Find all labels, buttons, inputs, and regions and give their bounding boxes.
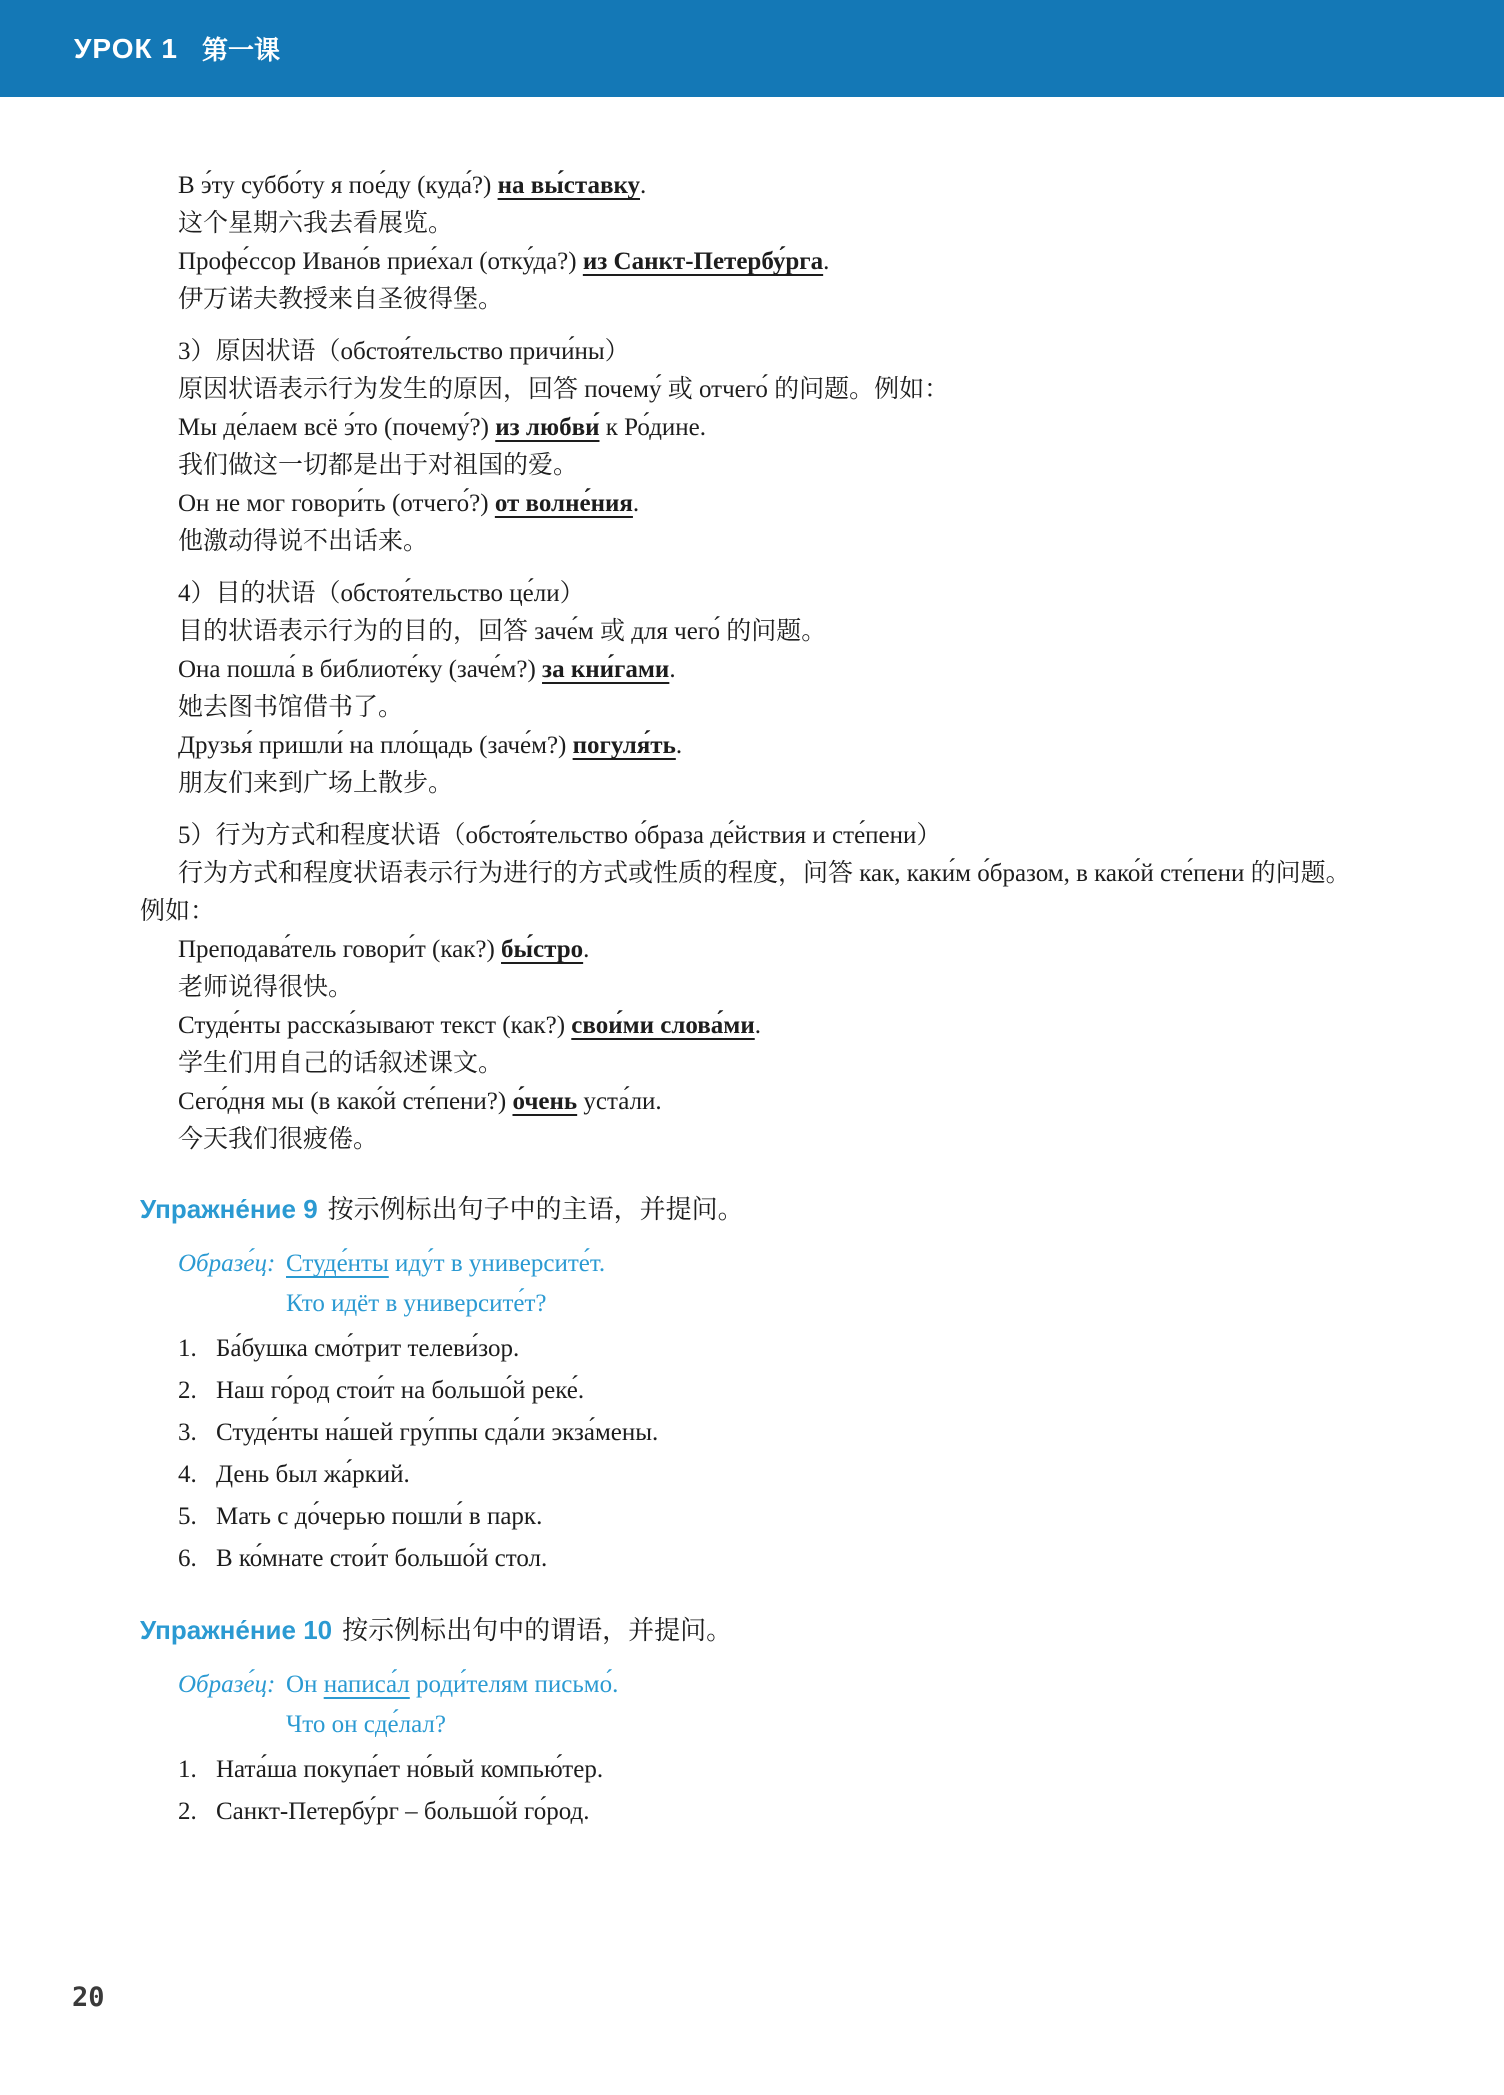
russian-sentence — [140, 1007, 1364, 1045]
sentence-text: Она пошла́ в библиоте́ку (заче́м?) — [178, 656, 543, 683]
sentence-text: Преподава́тель говори́т (как?) — [178, 936, 502, 963]
exercise-heading — [140, 1610, 1364, 1651]
model-example-row — [140, 1665, 1364, 1705]
sentence-text: В э́ту суббо́ту я пое́ду (куда́?) — [178, 172, 498, 199]
section-description: 目的状语表示行为的目的，回答 заче́м 或 для чего́ 的问题。 — [178, 618, 827, 645]
chinese-translation: 她去图书馆借书了。 — [178, 694, 404, 721]
exercise-10 — [140, 1610, 1364, 1833]
russian-sentence — [140, 409, 1364, 447]
item-text: Санкт-Петербу́рг – большо́й го́род. — [216, 1798, 590, 1825]
list-item — [178, 1749, 1364, 1791]
exercise-number: Упражне́ние 9 — [140, 1194, 318, 1224]
lesson-title: УРОК 1 — [74, 32, 178, 64]
item-number: 2. — [178, 1377, 197, 1404]
sentence-text: . — [632, 490, 640, 517]
item-number: 2. — [178, 1798, 197, 1825]
section-description: 行为方式和程度状语表示行为进行的方式或性质的程度，问答 как, каки́м о́бразом, в како́й сте́пени 的问题。例如： — [140, 860, 1351, 925]
exercise-heading — [140, 1189, 1364, 1230]
emphasized-phrase: из любви́ — [495, 414, 600, 441]
exercise-instruction: 按示例标出句子中的主语，并提问。 — [327, 1195, 744, 1224]
emphasized-phrase: погуля́ть — [572, 732, 676, 759]
chinese-translation: 老师说得很快。 — [178, 974, 354, 1001]
model-label-spacer — [178, 1284, 286, 1324]
chinese-translation: 朋友们来到广场上散步。 — [178, 770, 454, 797]
russian-sentence — [140, 651, 1364, 689]
list-item — [178, 1791, 1364, 1833]
emphasized-phrase: за кни́гами — [542, 656, 670, 683]
item-text: В ко́мнате стои́т большо́й стол. — [216, 1545, 548, 1572]
sentence-text: Друзья́ пришли́ на пло́щадь (заче́м?) — [178, 732, 573, 759]
list-item — [178, 1538, 1364, 1580]
chinese-translation: 我们做这一切都是出于对祖国的爱。 — [178, 452, 579, 479]
underlined-predicate: написа́л — [323, 1671, 410, 1698]
list-item — [178, 1496, 1364, 1538]
model-sentence — [286, 1665, 618, 1705]
item-text: Ната́ша покупа́ет но́вый компью́тер. — [216, 1756, 604, 1783]
sentence-text: . — [583, 936, 590, 963]
page-header — [0, 0, 1504, 97]
sentence-text: . — [669, 656, 676, 683]
section-title: 4）目的状语（обстоя́тельство це́ли） — [178, 580, 585, 607]
exercise-instruction: 按示例标出句中的谓语，并提问。 — [342, 1616, 733, 1645]
underlined-subject: Студе́нты — [286, 1250, 389, 1277]
sentence-text: Он не мог говори́ть (отчего́?) — [178, 490, 495, 517]
lesson-title-chinese: 第一课 — [201, 35, 280, 65]
section-title: 3）原因状语（обстоя́тельство причи́ны） — [178, 338, 630, 365]
page-number: 20 — [72, 1982, 105, 2013]
sentence-text: . — [675, 732, 683, 759]
emphasized-phrase: о́чень — [512, 1088, 578, 1115]
item-number: 1. — [178, 1756, 197, 1783]
sentence-text: . — [754, 1012, 761, 1039]
section-title: 5）行为方式和程度状语（обстоя́тельство о́браза де́йствия и сте́пени） — [178, 822, 942, 849]
russian-sentence — [140, 167, 1364, 205]
list-item — [178, 1328, 1364, 1370]
chinese-translation: 这个星期六我去看展览。 — [178, 210, 454, 237]
sentence-text: . — [640, 172, 647, 199]
item-text: Студе́нты на́шей гру́ппы сда́ли экза́мены. — [216, 1419, 659, 1446]
model-label: Образе́ц: — [178, 1250, 276, 1277]
item-number: 6. — [178, 1545, 197, 1572]
russian-sentence — [140, 243, 1364, 281]
sentence-text: Мы де́лаем всё э́то (почему́?) — [178, 414, 496, 441]
item-text: Ба́бушка смо́трит телеви́зор. — [216, 1335, 520, 1362]
exercise-number: Упражне́ние 10 — [140, 1615, 333, 1645]
item-text: Наш го́род стои́т на большо́й реке́. — [216, 1377, 585, 1404]
emphasized-phrase: бы́стро — [501, 936, 584, 963]
sentence-text: Студе́нты расска́зывают текст (как?) — [178, 1012, 572, 1039]
model-label-spacer — [178, 1705, 286, 1745]
exercise-9 — [140, 1189, 1364, 1580]
list-item — [178, 1412, 1364, 1454]
russian-sentence — [140, 1083, 1364, 1121]
chinese-translation: 他激动得说不出话来。 — [178, 528, 429, 555]
model-sentence — [286, 1244, 605, 1284]
model-question: Кто идёт в университе́т? — [286, 1290, 547, 1317]
exercise-9-list — [140, 1328, 1364, 1580]
sentence-text: уста́ли. — [577, 1088, 662, 1115]
model-question: Что он сде́лал? — [286, 1711, 446, 1738]
chinese-translation: 今天我们很疲倦。 — [178, 1126, 379, 1153]
emphasized-phrase: свои́ми слова́ми — [571, 1012, 755, 1039]
item-number: 5. — [178, 1503, 197, 1530]
sentence-text: Сего́дня мы (в како́й сте́пени?) — [178, 1088, 513, 1115]
list-item — [178, 1454, 1364, 1496]
russian-sentence — [140, 485, 1364, 523]
emphasized-phrase: на вы́ставку — [497, 172, 641, 199]
chinese-translation: 学生们用自己的话叙述课文。 — [178, 1050, 504, 1077]
sentence-text: роди́телям письмо́. — [409, 1671, 619, 1698]
item-number: 1. — [178, 1335, 197, 1362]
item-text: День был жа́ркий. — [216, 1461, 410, 1488]
emphasized-phrase: от волне́ния — [494, 490, 633, 517]
chinese-translation: 伊万诺夫教授来自圣彼得堡。 — [178, 286, 504, 313]
sentence-text: иду́т в университе́т. — [388, 1250, 606, 1277]
page-content — [0, 97, 1504, 1833]
emphasized-phrase: из Санкт-Петербу́рга — [582, 248, 824, 275]
model-question-row — [140, 1705, 1364, 1745]
item-number: 3. — [178, 1419, 197, 1446]
item-number: 4. — [178, 1461, 197, 1488]
sentence-text: . — [823, 248, 830, 275]
model-label: Образе́ц: — [178, 1671, 276, 1698]
russian-sentence — [140, 727, 1364, 765]
russian-sentence — [140, 931, 1364, 969]
sentence-text: к Ро́дине. — [599, 414, 707, 441]
section-description: 原因状语表示行为发生的原因，回答 почему́ 或 отчего́ 的问题。例如： — [178, 376, 950, 403]
list-item — [178, 1370, 1364, 1412]
sentence-text: Профе́ссор Ивано́в прие́хал (отку́да?) — [178, 248, 583, 275]
model-question-row — [140, 1284, 1364, 1324]
sentence-text: Он — [286, 1671, 324, 1698]
model-example-row — [140, 1244, 1364, 1284]
exercise-10-list — [140, 1749, 1364, 1833]
item-text: Мать с до́черью пошли́ в парк. — [216, 1503, 543, 1530]
